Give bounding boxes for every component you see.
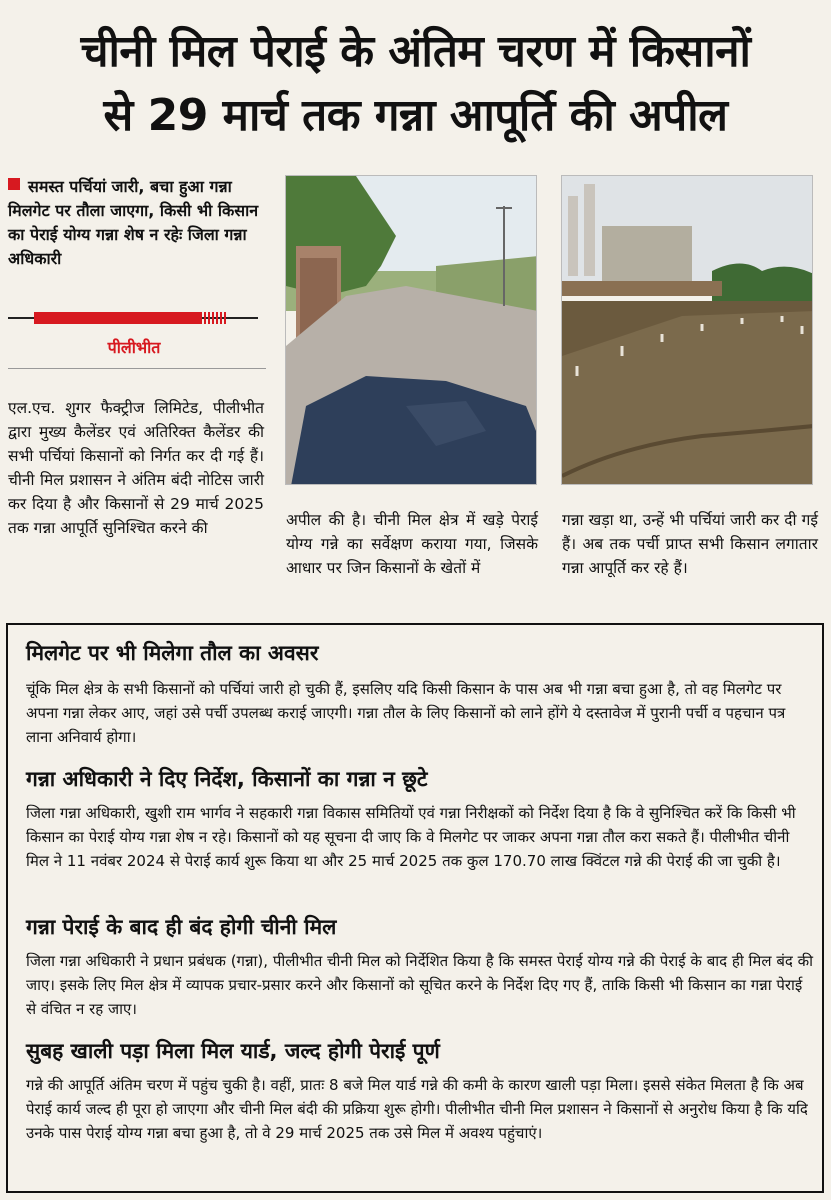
- article-column-1: एल.एच. शुगर फैक्ट्रीज लिमिटेड, पीलीभीत द्वारा मुख्य कैलेंडर एवं अतिरिक्त कैलेंडर की सभी पर्चियां किसानों को निर्गत कर दी गई हैं। चीनी मिल प्रशासन ने अंतिम बंदी नोटिस जारी कर दिया है और किसानों से 29 मार्च 2025 तक गन्ना आपूर्ति सुनिश्चित करने की: [8, 399, 264, 537]
- headline-line-1: चीनी मिल पेराई के अंतिम चरण में किसानों: [80, 26, 751, 77]
- section-heading-2: गन्ना अधिकारी ने दिए निर्देश, किसानों का गन्ना न छूटे: [26, 767, 428, 791]
- red-divider-bar: [8, 312, 260, 324]
- section-body-4: गन्ने की आपूर्ति अंतिम चरण में पहुंच चुकी है। वहीं, प्रातः 8 बजे मिल यार्ड गन्ने की कमी के कारण खाली पड़ा मिला। इससे संकेत मिलता है कि अब पेराई कार्य जल्द ही पूरा हो जाएगा और चीनी मिल बंदी की प्रक्रिया शुरू होगी। पीलीभीत चीनी मिल प्रशासन ने किसानों से अनुरोध किया है कि यदि उनके पास पेराई योग्य गन्ना बचा हुआ है, तो वे 29 मार्च 2025 तक उसे मिल में अवश्य पहुंचाएं।: [26, 1076, 808, 1142]
- article-column-2: अपील की है। चीनी मिल क्षेत्र में खड़े पेराई योग्य गन्ने का सर्वेक्षण कराया गया, जिसके आधार पर जिन किसानों के खेतों में: [286, 511, 538, 577]
- road-photo: [285, 175, 537, 485]
- sidebar-box: [6, 623, 824, 1193]
- headline: [0, 0, 831, 170]
- section-body-3: जिला गन्ना अधिकारी ने प्रधान प्रबंधक (गन्ना), पीलीभीत चीनी मिल को निर्देशित किया है कि समस्त पेराई योग्य गन्ने की पेराई के बाद ही मिल बंद की जाए। इसके लिए मिल क्षेत्र में व्यापक प्रचार-प्रसार करने और किसानों को सूचित करने के निर्देश दिए गए हैं, ताकि किसी भी किसान का गन्ना पेराई से वंचित न रह जाए।: [26, 952, 814, 1018]
- headline-line-2: से 29 मार्च तक गन्ना आपूर्ति की अपील: [103, 90, 728, 141]
- section-heading-1: मिलगेट पर भी मिलेगा तौल का अवसर: [26, 641, 319, 665]
- mill-yard-photo: [561, 175, 813, 485]
- section-body-1: चूंकि मिल क्षेत्र के सभी किसानों को पर्चियां जारी हो चुकी हैं, इसलिए यदि किसी किसान के पास अब भी गन्ना बचा हुआ है, तो वह मिलगेट पर अपना गन्ना लेकर आए, जहां उसे पर्ची उपलब्ध कराई जाएगी। गन्ना तौल के लिए किसानों को लाने होंगे ये दस्तावेज में पुरानी पर्ची व पहचान पत्र लाना अनिवार्य होगा।: [26, 680, 786, 746]
- article-column-3: गन्ना खड़ा था, उन्हें भी पर्चियां जारी कर दी गई हैं। अब तक पर्ची प्राप्त सभी किसान लगातार गन्ना आपूर्ति कर रहे हैं।: [562, 511, 818, 577]
- red-bullet-icon: [8, 178, 20, 190]
- dateline: पीलीभीत: [107, 338, 161, 357]
- section-body-2: जिला गन्ना अधिकारी, खुशी राम भार्गव ने सहकारी गन्ना विकास समितियों एवं गन्ना निरीक्षकों को निर्देश दिया है कि वे सुनिश्चित करें कि किसी भी किसान का पेराई योग्य गन्ना शेष न रहे। किसानों को यह सूचना दी जाए कि वे मिलगेट पर जाकर अपना गन्ना तौल करा सकते हैं। पीलीभीत चीनी मिल ने 11 नवंबर 2024 से पेराई कार्य शुरू किया था और 25 मार्च 2025 तक कुल 170.70 लाख क्विंटल गन्ने की पेराई की जा चुकी है।: [26, 804, 796, 870]
- dateline-rule: [8, 368, 266, 369]
- highlight-text: समस्त पर्चियां जारी, बचा हुआ गन्ना मिलगेट पर तौला जाएगा, किसी भी किसान का पेराई योग्य गन्ना शेष न रहेः जिला गन्ना अधिकारी: [8, 177, 259, 268]
- section-heading-3: गन्ना पेराई के बाद ही बंद होगी चीनी मिल: [26, 915, 337, 939]
- section-heading-4: सुबह खाली पड़ा मिला मिल यार्ड, जल्द होगी पेराई पूर्ण: [26, 1039, 440, 1063]
- highlight-box: [8, 175, 268, 271]
